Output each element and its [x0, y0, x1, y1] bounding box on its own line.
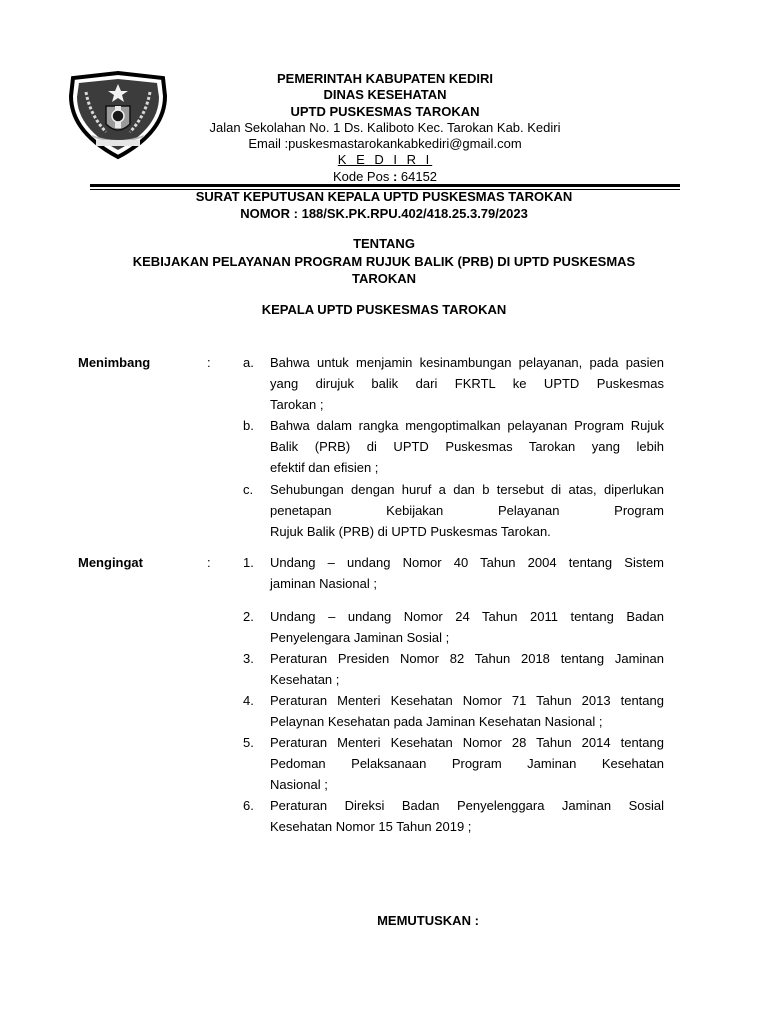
city-name: K E D I R I [337, 152, 433, 168]
official-title: KEPALA UPTD PUSKESMAS TAROKAN [261, 302, 507, 317]
item-text: Kesehatan Nomor 15 Tahun 2019 ; [270, 819, 472, 834]
item-text: pasien yang dirujuk balik dari FKRTL ke UPTD Puskesmas [270, 355, 664, 391]
mengingat-item-2 [243, 606, 664, 648]
mengingat-label: Mengingat [78, 555, 143, 570]
item-marker: c. [243, 482, 254, 497]
item-text: Penyelengara Jaminan Sosial ; [270, 630, 450, 645]
item-text: Bahwa untuk menjamin kesinambungan pelayanan, pada [270, 355, 619, 370]
item-marker: b. [243, 418, 254, 433]
menimbang-item-b [243, 415, 664, 478]
item-marker: a. [243, 355, 254, 370]
decree-number: NOMOR : 188/SK.PK.RPU.402/418.25.3.79/2023 [240, 206, 528, 221]
government-name: PEMERINTAH KABUPATEN KEDIRI [277, 71, 493, 86]
subject-heading: TENTANG [353, 236, 415, 251]
address: Jalan Sekolahan No. 1 Ds. Kaliboto Kec. Tarokan Kab. Kediri [209, 119, 561, 135]
postal-code: 64152 [400, 168, 438, 184]
item-marker: 1. [243, 555, 254, 570]
item-text: Rujuk Balik (PRB) di UPTD Puskesmas Tarokan. [270, 524, 551, 539]
menimbang-colon: : [207, 355, 211, 370]
item-text: efektif dan efisien ; [270, 460, 379, 475]
item-text: diperlukan penetapan Kebijakan Pelayanan Program [270, 482, 664, 518]
department-name: DINAS KESEHATAN [323, 87, 447, 103]
item-marker: 5. [243, 735, 254, 750]
item-text: Peraturan Menteri Kesehatan Nomor 71 Tahun 2013 tentang [270, 693, 664, 708]
item-text: Sehubungan dengan huruf a dan b tersebut di atas, [270, 482, 597, 497]
item-marker: 6. [243, 798, 254, 813]
item-text: Undang – undang Nomor 40 Tahun 2004 tentang Sistem [270, 555, 664, 570]
item-text: Bahwa dalam rangka mengoptimalkan pelayanan Program [270, 418, 624, 433]
item-text: Peraturan Direksi Badan Penyelenggara Jaminan Sosial [270, 798, 664, 813]
menimbang-item-c [243, 479, 664, 542]
item-text: Nasional ; [270, 777, 328, 792]
mengingat-item-4 [243, 690, 664, 732]
decree-title: SURAT KEPUTUSAN KEPALA UPTD PUSKESMAS TAROKAN [195, 189, 573, 204]
item-text: Tarokan ; [270, 397, 324, 412]
menimbang-item-a [243, 352, 664, 415]
item-text: Peraturan Menteri Kesehatan Nomor 28 Tahun 2014 tentang [270, 735, 664, 750]
mengingat-item-1 [243, 552, 664, 594]
item-text: Kesehatan ; [270, 672, 340, 687]
item-text: Peraturan Presiden Nomor 82 Tahun 2018 tentang Jaminan [270, 651, 664, 666]
mengingat-item-5 [243, 732, 664, 795]
kabupaten-kediri-coat-of-arms-logo [66, 70, 170, 160]
item-text: Rujuk Balik (PRB) di UPTD Puskesmas Tarokan yang lebih [270, 418, 664, 454]
memutuskan-heading: MEMUTUSKAN : [377, 913, 479, 928]
item-text: Undang – undang Nomor 24 Tahun 2011 tentang Badan [270, 609, 664, 624]
item-text: jaminan Nasional ; [270, 576, 377, 591]
item-marker: 2. [243, 609, 254, 624]
item-marker: 3. [243, 651, 254, 666]
postal-separator: : [389, 168, 401, 184]
header-divider-thick [90, 184, 680, 187]
postal-label: Kode Pos [332, 168, 390, 184]
menimbang-label: Menimbang [78, 355, 151, 370]
mengingat-item-3 [243, 648, 664, 690]
item-marker: 4. [243, 693, 254, 708]
email: Email :puskesmastarokankabkediri@gmail.com [248, 136, 522, 152]
item-text: Pedoman Pelaksanaan Program Jaminan Kesehatan [270, 756, 664, 771]
institution-name: UPTD PUSKESMAS TAROKAN [290, 103, 480, 119]
mengingat-colon: : [207, 555, 211, 570]
subject-line-2: TAROKAN [351, 271, 417, 286]
mengingat-item-6 [243, 795, 664, 837]
postal-code-line [160, 169, 610, 185]
item-text: Pelaynan Kesehatan pada Jaminan Kesehatan Nasional ; [270, 714, 603, 729]
subject-line-1: KEBIJAKAN PELAYANAN PROGRAM RUJUK BALIK (PRB) DI UPTD PUSKESMAS [132, 254, 636, 269]
letterhead [160, 71, 610, 185]
